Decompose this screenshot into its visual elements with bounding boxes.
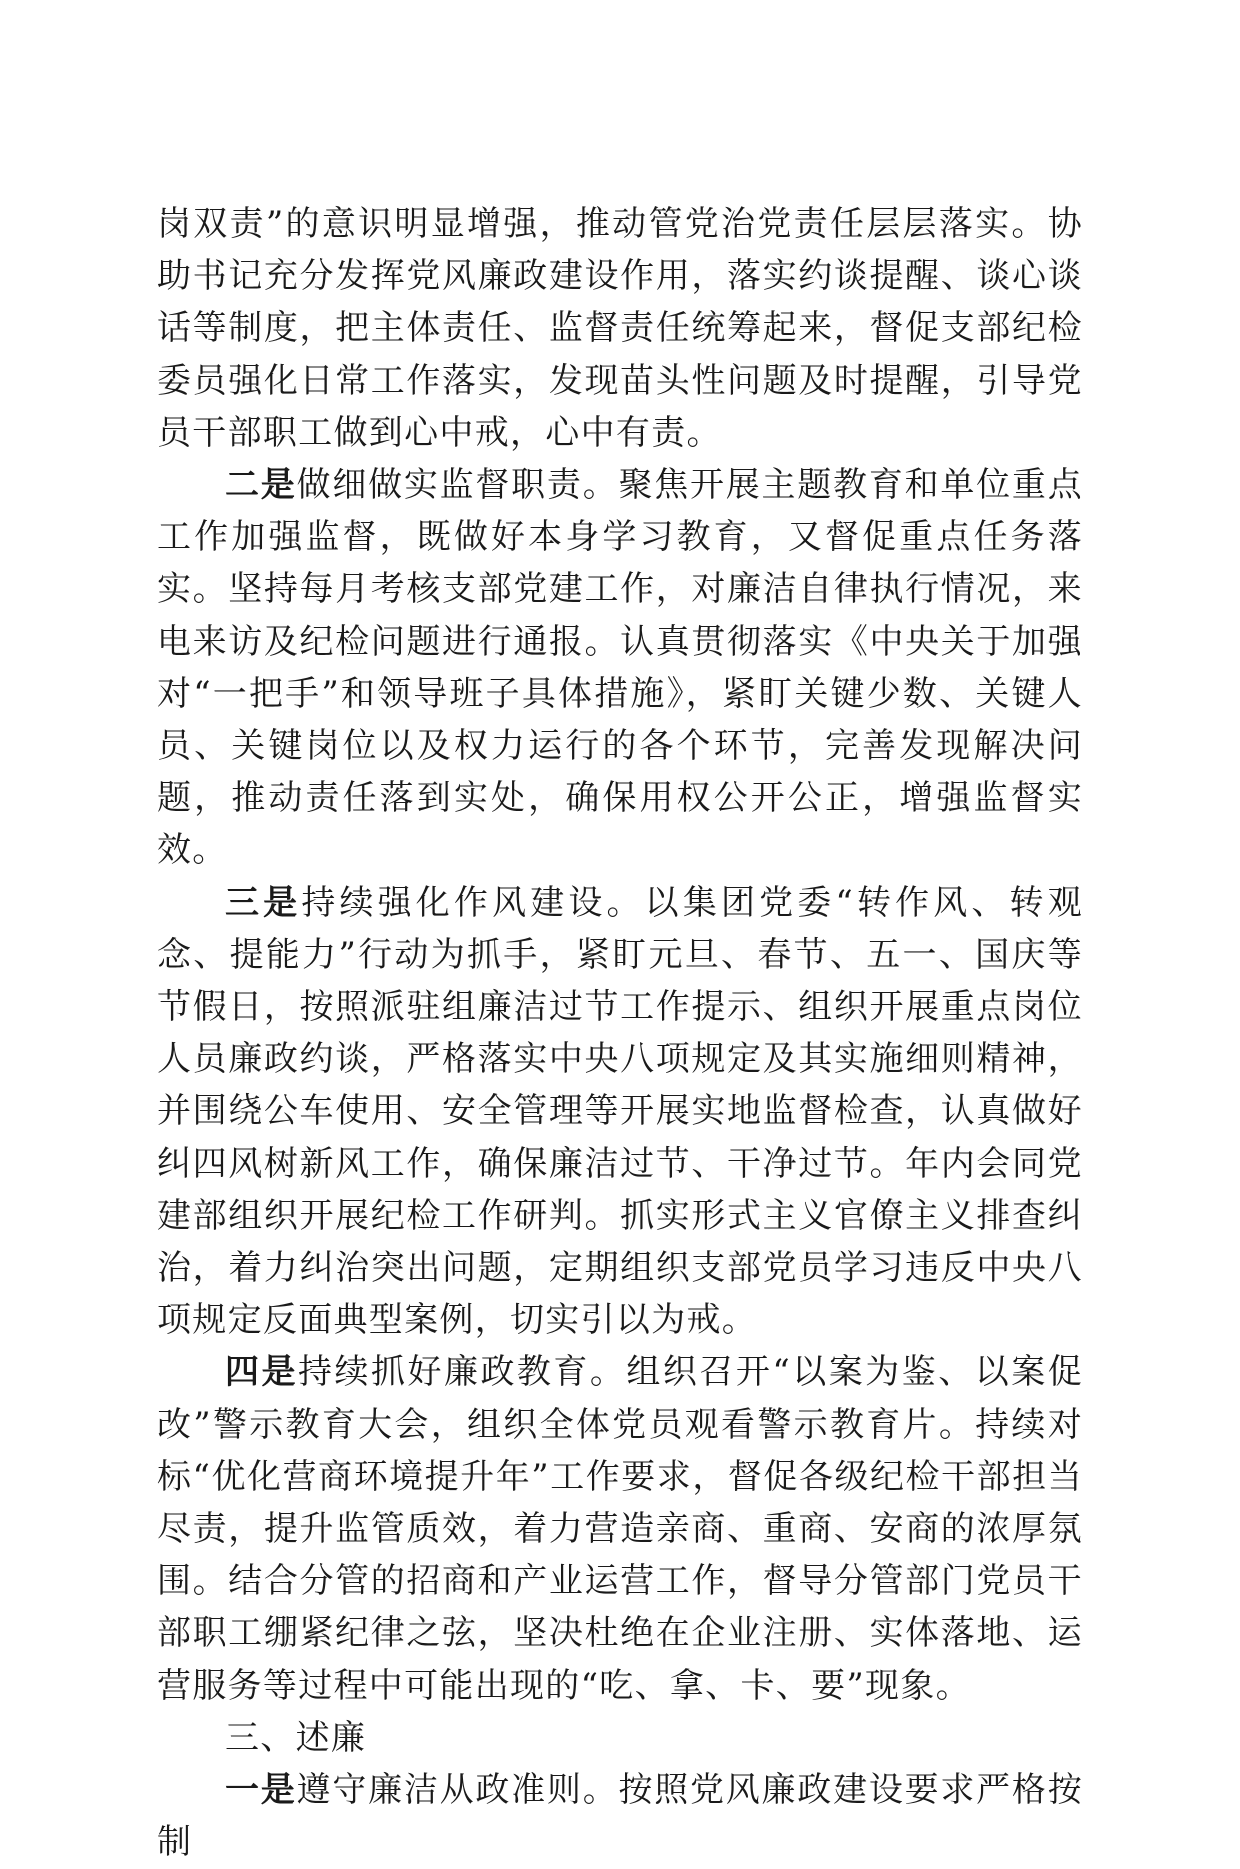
- paragraph-text: 遵守廉洁从政准则。按照党风廉政建设要求严格按制: [157, 1770, 1083, 1863]
- document-body: [157, 198, 1083, 1869]
- section-heading: 三、述廉: [225, 1717, 367, 1758]
- paragraph-continuation: [157, 198, 1083, 459]
- paragraph-lead: 四是: [225, 1352, 298, 1393]
- paragraph-text: 岗双责”的意识明显增强，推动管党治党责任层层落实。协助书记充分发挥党风廉政建设作用，落实约谈提醒、谈心谈话等制度，把主体责任、监督责任统筹起来，督促支部纪检委员强化日常工作落实，发现苗头性问题及时提醒，引导党员干部职工做到心中戒，心中有责。: [157, 204, 1083, 453]
- paragraph-text: 持续强化作风建设。以集团党委“转作风、转观念、提能力”行动为抓手，紧盯元旦、春节、五一、国庆等节假日，按照派驻组廉洁过节工作提示、组织开展重点岗位人员廉政约谈，严格落实中央八项规定及其实施细则精神，并围绕公车使用、安全管理等开展实地监督检查，认真做好纠四风树新风工作，确保廉洁过节、干净过节。年内会同党建部组织开展纪检工作研判。抓实形式主义官僚主义排查纠治，着力纠治突出问题，定期组织支部党员学习违反中央八项规定反面典型案例，切实引以为戒。: [157, 882, 1083, 1341]
- paragraph-lead: 一是: [225, 1770, 297, 1811]
- paragraph-text: 持续抓好廉政教育。组织召开“以案为鉴、以案促改”警示教育大会，组织全体党员观看警示教育片。持续对标“优化营商环境提升年”工作要求，督促各级纪检干部担当尽责，提升监管质效，着力营造亲商、重商、安商的浓厚氛围。结合分管的招商和产业运营工作，督导分管部门党员干部职工绷紧纪律之弦，坚决杜绝在企业注册、实体落地、运营服务等过程中可能出现的“吃、拿、卡、要”现象。: [157, 1352, 1083, 1706]
- paragraph-item-4: [157, 1346, 1083, 1711]
- paragraph-lead: 二是: [225, 465, 297, 506]
- paragraph-item-3: [157, 877, 1083, 1347]
- paragraph-item-2: [157, 459, 1083, 877]
- paragraph-text: 做细做实监督职责。聚焦开展主题教育和单位重点工作加强监督，既做好本身学习教育，又督促重点任务落实。坚持每月考核支部党建工作，对廉洁自律执行情况，来电来访及纪检问题进行通报。认真贯彻落实《中央关于加强对“一把手”和领导班子具体措施》，紧盯关键少数、关键人员、关键岗位以及权力运行的各个环节，完善发现解决问题，推动责任落到实处，确保用权公开公正，增强监督实效。: [157, 465, 1083, 871]
- paragraph-lead: 三是: [225, 882, 302, 923]
- paragraph-final: [157, 1764, 1083, 1868]
